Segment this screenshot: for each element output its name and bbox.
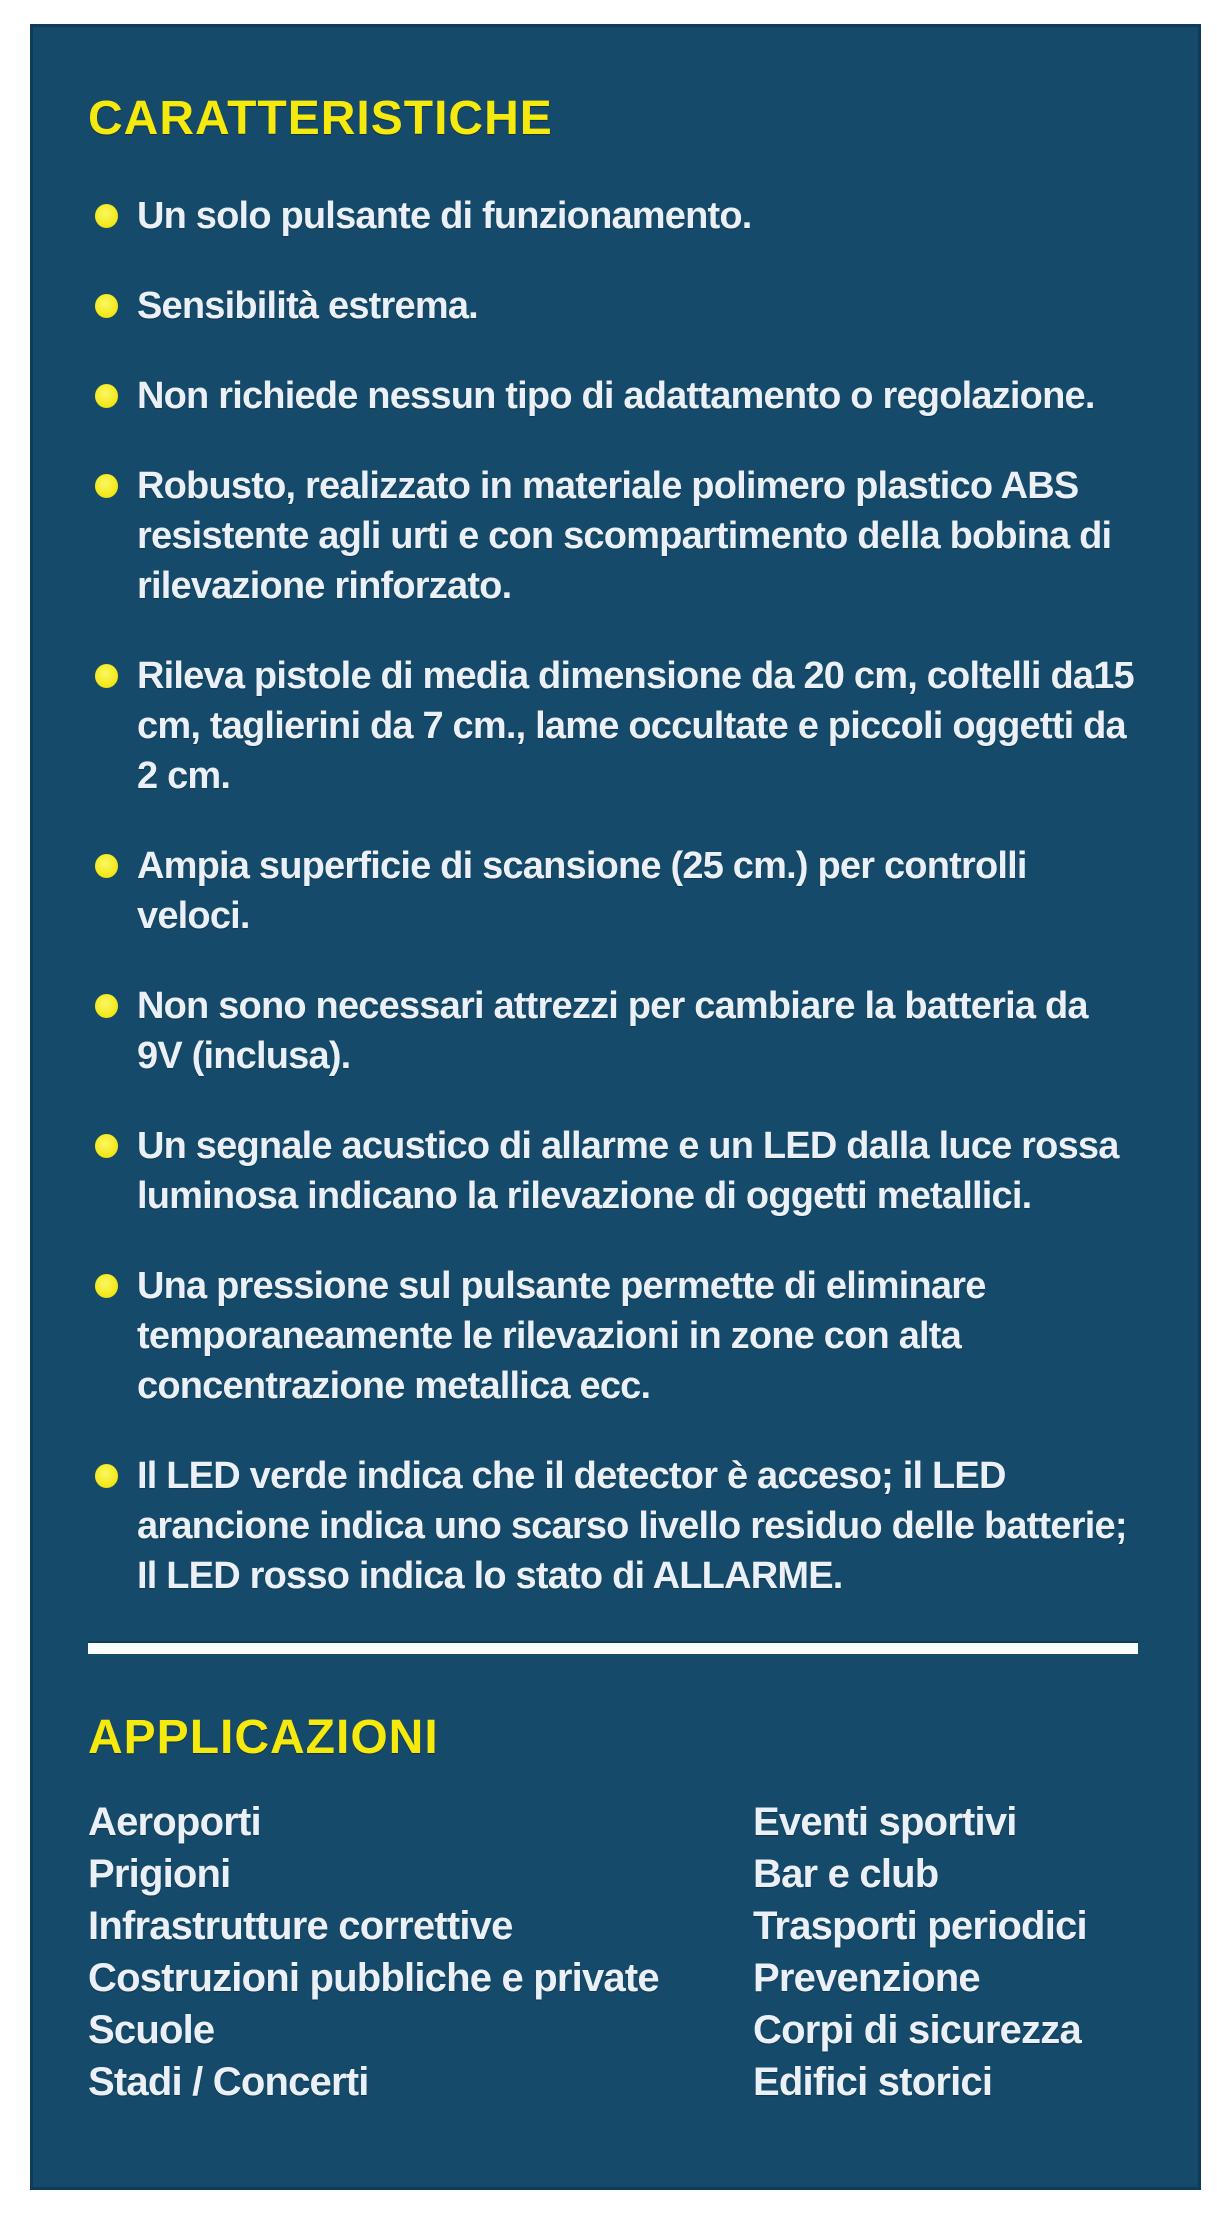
feature-text: Un segnale acustico di allarme e un LED dalla luce rossa luminosa indicano la rilevazione di oggetti metallici. (137, 1125, 1119, 1217)
list-item: Bar e club (753, 1852, 939, 1896)
bullet-icon (95, 1274, 118, 1298)
feature-text: Rileva pistole di media dimensione da 20 cm, coltelli da15 cm, taglierini da 7 cm., lame occultate e piccoli oggetti da 2 cm. (137, 655, 1134, 797)
list-item: Edifici storici (753, 2060, 993, 2104)
section-divider (88, 1641, 1138, 1654)
list-item (88, 191, 1146, 241)
feature-text: Sensibilità estrema. (137, 285, 478, 327)
bullet-icon (95, 294, 118, 318)
feature-text: Il LED verde indica che il detector è acceso; il LED arancione indica uno scarso livello residuo delle batterie; Il LED rosso indica lo stato di ALLARME. (137, 1455, 1127, 1597)
bullet-icon (95, 664, 118, 688)
bullet-icon (95, 474, 118, 498)
list-item: Corpi di sicurezza (753, 2008, 1081, 2052)
list-item: Stadi / Concerti (88, 2060, 369, 2104)
list-item (88, 371, 1146, 421)
feature-text: Non richiede nessun tipo di adattamento o regolazione. (137, 375, 1095, 417)
list-item: Aeroporti (88, 1800, 261, 1844)
feature-text: Robusto, realizzato in materiale polimero plastico ABS resistente agli urti e con scompartimento della bobina di rilevazione rinforzato. (137, 465, 1112, 607)
list-item (88, 841, 1146, 941)
applications-right-column (753, 1796, 1087, 2108)
brochure-panel (30, 24, 1201, 2190)
list-item: Trasporti periodici (753, 1904, 1087, 1948)
list-item (88, 651, 1146, 801)
bullet-icon (95, 1464, 118, 1488)
list-item: Prevenzione (753, 1956, 980, 2000)
characteristics-list (88, 191, 1146, 1601)
list-item (88, 461, 1146, 611)
feature-text: Un solo pulsante di funzionamento. (137, 195, 752, 237)
list-item (88, 1121, 1146, 1221)
list-item: Infrastrutture correttive (88, 1904, 513, 1948)
list-item (88, 1261, 1146, 1411)
applications-title: APPLICAZIONI (88, 1711, 439, 1764)
feature-text: Ampia superficie di scansione (25 cm.) per controlli veloci. (137, 845, 1027, 937)
bullet-icon (95, 994, 118, 1018)
list-item (88, 1451, 1146, 1601)
applications-columns (88, 1796, 1146, 2108)
feature-text: Non sono necessari attrezzi per cambiare la batteria da 9V (inclusa). (137, 985, 1088, 1077)
list-item (88, 981, 1146, 1081)
applications-left-column (88, 1796, 753, 2108)
bullet-icon (95, 1134, 118, 1158)
list-item: Scuole (88, 2008, 215, 2052)
bullet-icon (95, 854, 118, 878)
list-item: Eventi sportivi (753, 1800, 1017, 1844)
bullet-icon (95, 204, 118, 228)
characteristics-title: CARATTERISTICHE (88, 92, 553, 145)
list-item: Costruzioni pubbliche e private (88, 1956, 659, 2000)
feature-text: Una pressione sul pulsante permette di eliminare temporaneamente le rilevazioni in zone con alta concentrazione metallica ecc. (137, 1265, 986, 1407)
list-item: Prigioni (88, 1852, 231, 1896)
bullet-icon (95, 384, 118, 408)
list-item (88, 281, 1146, 331)
